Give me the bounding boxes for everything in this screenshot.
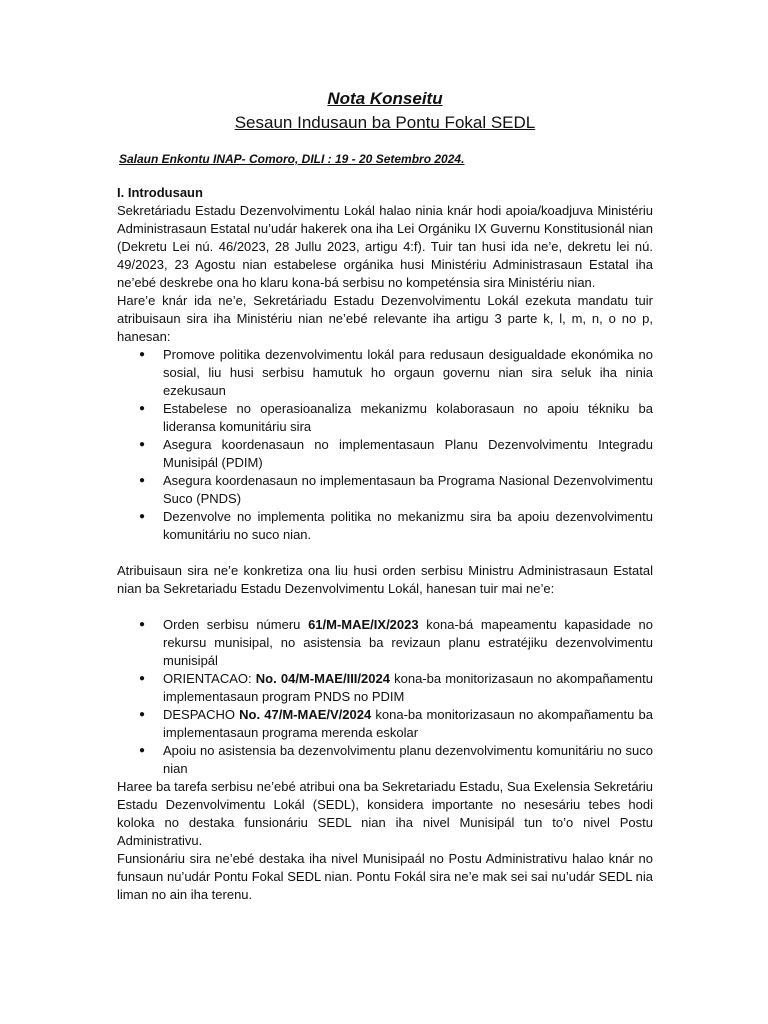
mandate-list — [117, 346, 653, 544]
order-reference: 61/M-MAE/IX/2023 — [308, 617, 419, 632]
closing-paragraph-1: Haree ba tarefa serbisu ne’ebé atribui ona ba Sekretariadu Estadu, Sua Exelensia Sekretáriu Estadu Dezenvolvimentu Lokál (SEDL), konsidera importante no nesesáriu tebes hodi koloka no destaka funsionáriu SEDL nian iha nivel Munisipál tun to’o nivel Postu Administrativu. — [117, 779, 653, 848]
bullet-icon: ● — [139, 673, 146, 684]
order-suffix: kona-bá mapeamentu kapasidade no rekursu munisipal, no asistensia ba revizaun planu estratéjiku dezenvolvimentu munisipál — [163, 617, 654, 668]
list-item — [117, 472, 653, 508]
list-item-text: Promove politika dezenvolvimentu lokál para redusaun desigualdade ekonómika no sosial, liu husi serbisu hamutuk ho orgaun governu nian sira seluk iha ninia ezekusaun — [163, 347, 653, 398]
bullet-icon: ● — [139, 709, 146, 720]
order-suffix: kona-ba monitorizasaun no akompañamentu ba implementasaun programa merenda eskolar — [163, 707, 653, 740]
list-item — [117, 436, 653, 472]
list-item-text: Estabelese no operasioanaliza mekanizmu kolaborasaun no apoiu tékniku ba lideransa komunitáriu sira — [163, 401, 653, 434]
bullet-icon: ● — [139, 745, 146, 756]
document-subtitle: Sesaun Indusaun ba Pontu Fokal SEDL — [234, 113, 536, 132]
document-title: Nota Konseitu — [327, 89, 443, 108]
bullet-icon: ● — [139, 403, 146, 414]
order-prefix: Apoiu no asistensia ba dezenvolvimentu planu dezenvolvimentu komunitáriu no suco nian — [163, 743, 653, 776]
list-item — [117, 706, 653, 742]
intro-paragraph: Sekretáriadu Estadu Dezenvolvimentu Lokál halao ninia knár hodi apoia/koadjuva Ministériu Administrasaun Estatal nu’udár hakerek ona iha Lei Orgániku IX Guvernu Konstitusionál nian (Dekretu Lei nú. 46/2023, 28 Jullu 2023, artigu 4:f). Tuir tan husi ida ne’e, dekretu lei nú. 49/2023, 23 Agostu nian estabelese orgánika husi Ministériu Administrasaun Estatal iha ne’ebé deskrebe ona ho klaru kona-bá serbisu no kompeténsia sira Ministériu nian. — [117, 203, 653, 290]
list-item-text: Asegura koordenasaun no implementasaun ba Programa Nasional Dezenvolvimentu Suco (PNDS) — [163, 473, 653, 506]
meeting-info: Salaun Enkontu INAP- Comoro, DILI : 19 - 20 Setembro 2024. — [119, 152, 465, 166]
attribution-paragraph: Atribuisaun sira ne’e konkretiza ona liu husi orden serbisu Ministru Administrasaun Estatal nian ba Sekretariadu Estadu Dezenvolvimentu Lokál, hanesan tuir mai ne’e: — [117, 563, 653, 596]
document-page — [117, 88, 653, 904]
bullet-icon: ● — [139, 349, 146, 360]
order-prefix: Orden serbisu númeru — [163, 617, 309, 632]
bullet-icon: ● — [139, 439, 146, 450]
list-item-text: Asegura koordenasaun no implementasaun Planu Dezenvolvimentu Integradu Munisipál (PDIM) — [163, 437, 653, 470]
bullet-icon: ● — [139, 511, 146, 522]
order-suffix: kona-ba monitorizasaun no akompañamentu implementasaun program PNDS no PDIM — [163, 671, 654, 704]
mandate-paragraph: Hare’e knár ida ne’e, Sekretáriadu Estadu Dezenvolvimentu Lokál ezekuta mandatu tuir atribuisaun sira iha Ministériu nian ne’ebé relevante iha artigu 3 parte k, l, m, n, o no p, hanesan: — [117, 293, 653, 344]
list-item — [117, 346, 653, 400]
bullet-icon: ● — [139, 475, 146, 486]
list-item — [117, 670, 653, 706]
list-item — [117, 508, 653, 544]
list-item — [117, 616, 653, 670]
order-reference: No. 04/M-MAE/III/2024 — [255, 671, 390, 686]
list-item — [117, 742, 653, 778]
order-prefix: DESPACHO — [163, 707, 240, 722]
bullet-icon: ● — [139, 619, 146, 630]
order-prefix: ORIENTACAO: — [163, 671, 256, 686]
orders-list — [117, 616, 653, 778]
closing-paragraph-2: Funsionáriu sira ne’ebé destaka iha nivel Munisipaál no Postu Administrativu halao knár no funsaun nu’udár Pontu Fokal SEDL nian. Pontu Fokál sira ne’e mak sei sai nu’udár SEDL nia liman no ain iha terenu. — [117, 851, 653, 902]
list-item — [117, 400, 653, 436]
section-heading: I. Introdusaun — [117, 185, 203, 200]
list-item-text: Dezenvolve no implementa politika no mekanizmu sira ba apoiu dezenvolvimentu komunitáriu no suco nian. — [163, 509, 653, 542]
order-reference: No. 47/M-MAE/V/2024 — [239, 707, 372, 722]
